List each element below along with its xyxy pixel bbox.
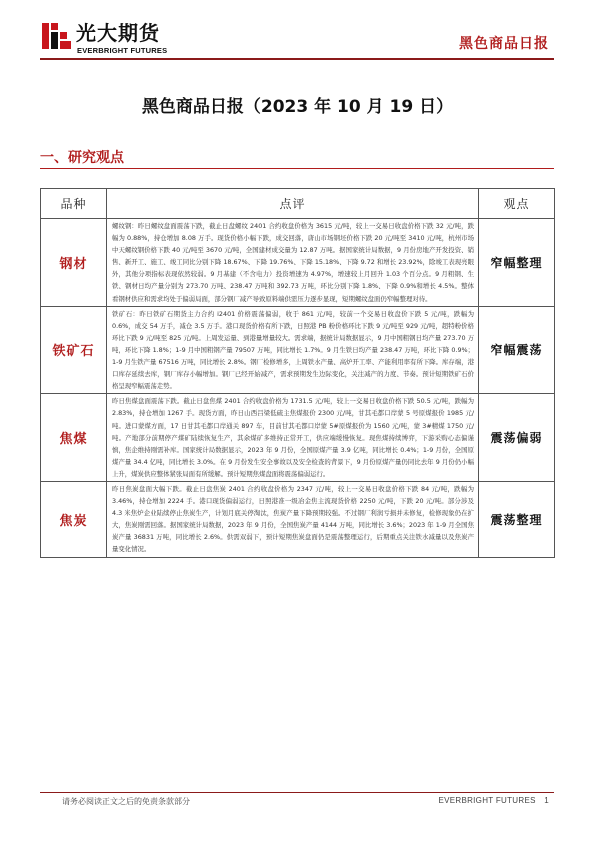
company-logo bbox=[42, 20, 192, 60]
logo-english-name: EVERBRIGHT FUTURES bbox=[77, 46, 168, 55]
page-header bbox=[0, 0, 595, 70]
row-view: 震荡整理 bbox=[479, 481, 555, 557]
row-comment: 昨日焦煤盘面震荡下跌。截止日盘焦煤 2401 合约收盘价格为 1731.5 元/吨，较上一交易日收盘价格下跌 50.5 元/吨，跌幅为 2.83%，持仓增加 1267 手。现货方面，昨日山西吕梁低硫主焦煤报价 2300 元/吨，甘其毛都口岸蒙 5 号原煤报价 1985 元/吨。进口蒙煤方面，17 日甘其毛都口岸通关 897 车，目前甘其毛都口岸蒙 5#原煤报价为 1560 元/吨，蒙 3#精煤 1750 元/吨。产地部分前期停产煤矿陆续恢复生产，其余煤矿多维持正常开工，供应端缓慢恢复。现焦煤持续博弈，下游采购心态偏谨慎，焦企维持刚需补库。国家统计局数据显示，2023 年 9 月份，全国原煤产量 3.9 亿吨，同比增长 0.4%；1-9 月份，全国原煤产量 34.4 亿吨，同比增长 3.0%。在 9 月份发生安全事故以及安全检查的背景下，9 月份原煤产量仍同比去年 9 月份仍小幅上升，煤炭供应整体紧张局面有所缓解。预计短期焦煤盘面将震荡偏弱运行。 bbox=[107, 394, 479, 482]
footer-company-page bbox=[438, 796, 549, 805]
row-comment: 昨日焦炭盘面大幅下跌。截止日盘焦炭 2401 合约收盘价格为 2347 元/吨，较上一交易日收盘价格下跌 84 元/吨，跌幅为 3.46%，持仓增加 2224 手。港口现货偏弱运行，日照港准一级冶金焦主流现货价格 2250 元/吨，下跌 20 元/吨。部分涉及 4.3 米焦炉企业陆续停止焦炭生产，计划月底关停淘汰，焦炭产量下降预期较强。不过钢厂利润亏损并未修复，检修现象仍在扩大，焦炭刚需回落。据国家统计局数据，2023 年 9 月份，全国焦炭产量 4144 万吨，同比增长 3.6%；2023 年 1-9 月全国焦炭产量 36831 万吨，同比增长 2.6%。供需双弱下，预计短期焦炭盘面仍是震荡整理运行，后期重点关注铁水减量以及焦炭产量变化情况。 bbox=[107, 481, 479, 557]
page-number: 1 bbox=[544, 796, 549, 805]
footer-disclaimer: 请务必阅读正文之后的免责条款部分 bbox=[62, 797, 190, 806]
header-view: 观点 bbox=[479, 189, 555, 219]
header-comment: 点评 bbox=[107, 189, 479, 219]
row-view: 震荡偏弱 bbox=[479, 394, 555, 482]
row-variety: 焦煤 bbox=[41, 394, 107, 482]
everbright-logo-icon bbox=[42, 21, 72, 51]
table-row bbox=[41, 306, 555, 394]
research-table bbox=[40, 188, 555, 558]
row-variety: 铁矿石 bbox=[41, 306, 107, 394]
section-divider bbox=[40, 168, 554, 169]
row-view: 窄幅震荡 bbox=[479, 306, 555, 394]
row-comment: 铁矿石：昨日铁矿石期货主力合约 i2401 价格震荡偏弱，收于 861 元/吨，较前一个交易日收盘价下跌 5 元/吨，跌幅为 0.6%，成交 54 万手，减仓 3.5 万手。港口现货价格有所下跌，日照港 PB 粉价格环比下跌 9 元/吨至 929 元/吨，超特粉价格环比下跌 9 元/吨至 825 元/吨。上周发运量、到港量增量较大。需求端，据统计局数据显示，9 月中国粗钢日均产量 273.70 万吨，环比下降 1.8%；1-9 月中国粗钢产量 79507 万吨，同比增长 1.7%。9 月生铁日均产量 238.47 万吨，环比下降 0.9%；1-9 月生铁产量 67516 万吨，同比增长 2.8%。钢厂检修增多，上周铁水产量、高炉开工率、产能利用率有所下降。库存端，港口库存延续去库，钢厂库存小幅增加。钢厂已经开始减产，需求预期发生边际变化，关注减产的力度、节奏。预计短期铁矿石价格呈现窄幅震荡走势。 bbox=[107, 306, 479, 394]
table-row bbox=[41, 394, 555, 482]
table-row bbox=[41, 219, 555, 307]
section-title: 一、研究观点 bbox=[40, 150, 124, 166]
page-title: 黑色商品日报（2023 年 10 月 19 日） bbox=[141, 97, 454, 117]
footer-divider bbox=[40, 792, 554, 793]
logo-chinese-name: 光大期货 bbox=[76, 21, 160, 45]
header-variety: 品种 bbox=[41, 189, 107, 219]
table-row bbox=[41, 481, 555, 557]
row-variety: 钢材 bbox=[41, 219, 107, 307]
header-divider bbox=[40, 58, 554, 60]
row-view: 窄幅整理 bbox=[479, 219, 555, 307]
table-header-row bbox=[41, 189, 555, 219]
row-comment: 螺纹钢：昨日螺纹盘面震荡下跌，截止日盘螺纹 2401 合约收盘价格为 3615 元/吨，较上一交易日收盘价格下跌 32 元/吨，跌幅为 0.88%，持仓增加 8.08 万手。现货价格小幅下跌，成交回落，唐山市场钢坯价格下跌 20 元/吨至 3410 元/吨，杭州市场中天螺纹钢价格下跌 40 元/吨至 3670 元/吨，全国建材成交量为 12.87 万吨。据国家统计局数据，9 月份房地产开发投资、销售、新开工、施工、竣工同比分别下降 18.67%、下降 19.76%、下降 15.18%、下降 9.72 和增长 23.92%，除竣工表现亮眼外，其他分项指标表现依然较弱。9 月基建（不含电力）投资增速为 4.97%，增速较上月回升 1.03 个百分点。9 月粗钢、生铁、钢材日均产量分别为 273.70 万吨、238.47 万吨和 392.73 万吨，环比分别下降 1.8%、下降 0.9%和增长 4.5%。整体看钢材供应和需求均处于偏弱局面，部分钢厂减产导致原料端供需压力逐步显现，短期螺纹盘面仍窄幅整理对待。 bbox=[107, 219, 479, 307]
footer-company: EVERBRIGHT FUTURES bbox=[438, 796, 536, 805]
report-name: 黑色商品日报 bbox=[459, 36, 549, 52]
row-variety: 焦炭 bbox=[41, 481, 107, 557]
